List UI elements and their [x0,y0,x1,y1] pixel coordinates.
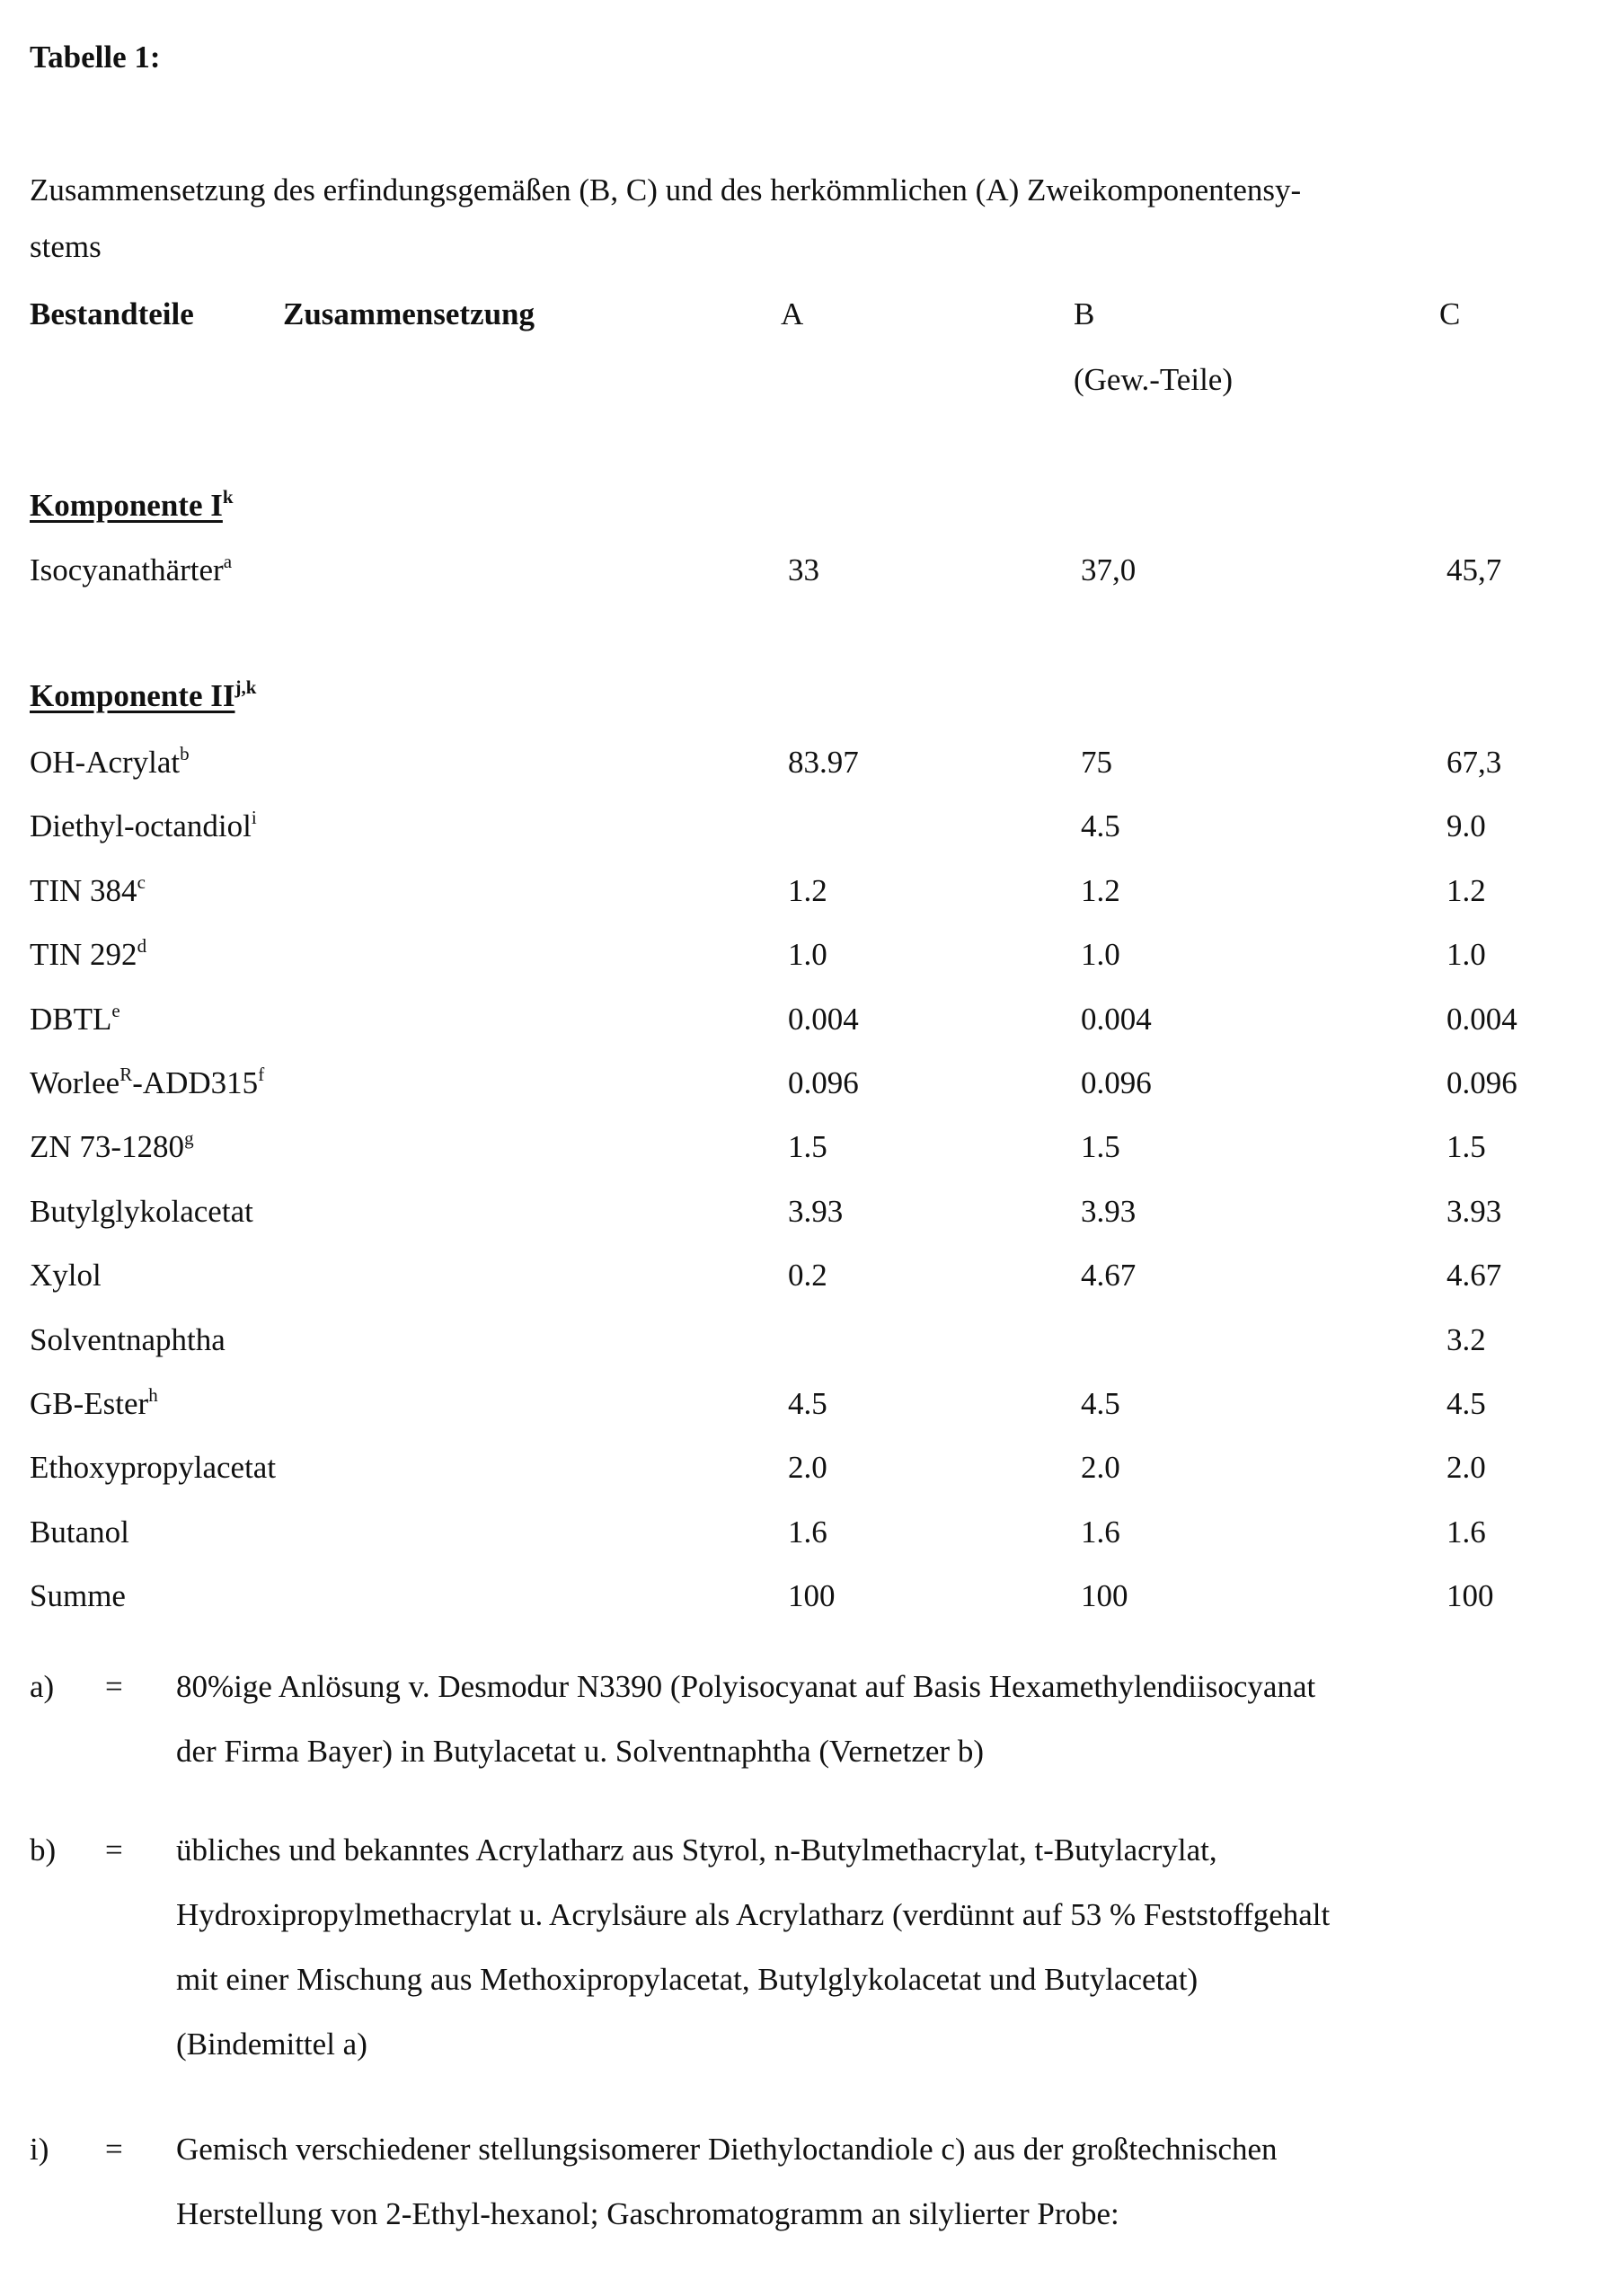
row-label-text: Summe [30,1578,126,1613]
row-value-b: 1.0 [1081,939,1120,970]
table-title: Tabelle 1: [30,41,161,73]
header-composition: Zusammensetzung [283,298,535,330]
row-label-sup: R [119,1064,132,1085]
row-label-text: ZN 73-1280 [30,1129,184,1164]
row-value-b: 3.93 [1081,1196,1136,1227]
component-2-title: Komponente II [30,678,235,713]
row-label [30,1067,264,1099]
row-label-sup: a [224,551,232,572]
footnote-line: Herstellung von 2-Ethyl-hexanol; Gaschromatogramm an silylierter Probe: [176,2198,1119,2230]
row-label [30,1516,129,1548]
footnote-equals: = [105,1671,123,1702]
component-1-sup: k [223,486,234,508]
row-value-a: 33 [788,554,819,586]
row-label-text: TIN 384 [30,873,137,908]
row-label-sup: g [184,1127,194,1149]
row-value-c: 4.5 [1446,1388,1486,1419]
row-label-text: Ethoxypropylacetat [30,1450,276,1485]
row-label [30,1388,158,1419]
row-value-c: 0.004 [1446,1003,1517,1035]
footnote-key: i) [30,2133,49,2165]
row-value-b: 2.0 [1081,1452,1120,1483]
row-value-a: 100 [788,1580,836,1612]
footnote-key: b) [30,1834,56,1866]
row-value-b: 1.6 [1081,1516,1120,1548]
row-value-a: 1.5 [788,1131,827,1162]
row-value-c: 3.93 [1446,1196,1501,1227]
footnote-line: Gemisch verschiedener stellungsisomerer Diethyloctandiole c) aus der großtechnischen [176,2133,1278,2165]
header-col-c: C [1439,298,1460,330]
row-label [30,810,257,842]
row-label-text: Worlee [30,1065,119,1100]
row-label-sup: h [148,1384,158,1406]
footnote-equals: = [105,1834,123,1866]
row-label [30,1196,253,1227]
row-value-a: 83.97 [788,746,859,778]
footnote-line: 80%ige Anlösung v. Desmodur N3390 (Polyisocyanat auf Basis Hexamethylendiisocyanat [176,1671,1315,1702]
row-value-b: 4.67 [1081,1259,1136,1291]
footnote-line: Hydroxipropylmethacrylat u. Acrylsäure als Acrylatharz (verdünnt auf 53 % Feststoffgehalt [176,1899,1330,1930]
row-label-sup: i [252,807,257,828]
caption-line-2: stems [30,231,102,262]
row-value-b: 100 [1081,1580,1128,1612]
header-col-b: B [1074,298,1094,330]
row-label [30,939,146,970]
row-label-suffix: -ADD315 [132,1065,258,1100]
row-value-c: 67,3 [1446,746,1501,778]
row-label-sup: b [180,743,190,764]
row-value-c: 1.0 [1446,939,1486,970]
row-label [30,1580,126,1612]
row-value-a: 1.0 [788,939,827,970]
row-value-c: 1.2 [1446,875,1486,906]
row-value-a: 3.93 [788,1196,843,1227]
row-value-b: 1.2 [1081,875,1120,906]
row-value-c: 0.096 [1446,1067,1517,1099]
row-label [30,1131,194,1162]
component-2-sup: j,k [235,676,257,698]
footnote-line: (Bindemittel a) [176,2028,367,2060]
row-label-text: Diethyl-octandiol [30,808,252,843]
row-label-text: GB-Ester [30,1386,148,1421]
row-value-a: 0.2 [788,1259,827,1291]
row-label [30,1003,120,1035]
component-1-heading [30,490,234,521]
header-col-a: A [781,298,803,330]
row-value-a: 0.004 [788,1003,859,1035]
row-value-a: 1.2 [788,875,827,906]
row-label [30,1452,276,1483]
row-value-b: 4.5 [1081,810,1120,842]
row-label [30,875,146,906]
header-components: Bestandteile [30,298,194,330]
row-label-text: Xylol [30,1258,102,1293]
row-label-text: Solventnaphtha [30,1322,226,1357]
row-label-text: Butanol [30,1514,129,1550]
row-label-sup: f [258,1064,264,1085]
row-label-text: DBTL [30,1002,111,1037]
row-value-c: 3.2 [1446,1324,1486,1356]
row-value-b: 4.5 [1081,1388,1120,1419]
row-value-c: 1.6 [1446,1516,1486,1548]
footnote-equals: = [105,2133,123,2165]
row-value-b: 0.096 [1081,1067,1152,1099]
row-label-text: TIN 292 [30,937,137,972]
footnote-line: der Firma Bayer) in Butylacetat u. Solventnaphtha (Vernetzer b) [176,1735,984,1767]
row-label-sup: e [111,1000,119,1021]
row-value-c: 1.5 [1446,1131,1486,1162]
component-1-title: Komponente I [30,488,223,523]
footnote-line: übliches und bekanntes Acrylatharz aus Styrol, n-Butylmethacrylat, t-Butylacrylat, [176,1834,1217,1866]
row-value-b: 37,0 [1081,554,1136,586]
row-label-text: Butylglykolacetat [30,1194,253,1229]
row-value-a: 2.0 [788,1452,827,1483]
row-value-b: 75 [1081,746,1112,778]
component-2-heading [30,680,256,711]
header-unit: (Gew.-Teile) [1074,364,1233,395]
row-label-sup: d [137,935,147,957]
row-value-c: 100 [1446,1580,1494,1612]
row-label-sup: c [137,871,146,893]
row-label-text: Isocyanathärter [30,552,224,587]
row-label [30,554,232,586]
caption-line-1: Zusammensetzung des erfindungsgemäßen (B, C) und des herkömmlichen (A) Zweikomponentensy- [30,174,1301,206]
row-value-a: 0.096 [788,1067,859,1099]
row-label [30,1259,102,1291]
row-value-a: 1.6 [788,1516,827,1548]
row-label-text: OH-Acrylat [30,745,180,780]
row-label [30,746,190,778]
row-value-b: 1.5 [1081,1131,1120,1162]
footnote-key: a) [30,1671,54,1702]
row-value-a: 4.5 [788,1388,827,1419]
row-value-b: 0.004 [1081,1003,1152,1035]
row-value-c: 45,7 [1446,554,1501,586]
row-value-c: 9.0 [1446,810,1486,842]
row-value-c: 4.67 [1446,1259,1501,1291]
row-label [30,1324,226,1356]
row-value-c: 2.0 [1446,1452,1486,1483]
footnote-line: mit einer Mischung aus Methoxipropylacetat, Butylglykolacetat und Butylacetat) [176,1964,1198,1995]
